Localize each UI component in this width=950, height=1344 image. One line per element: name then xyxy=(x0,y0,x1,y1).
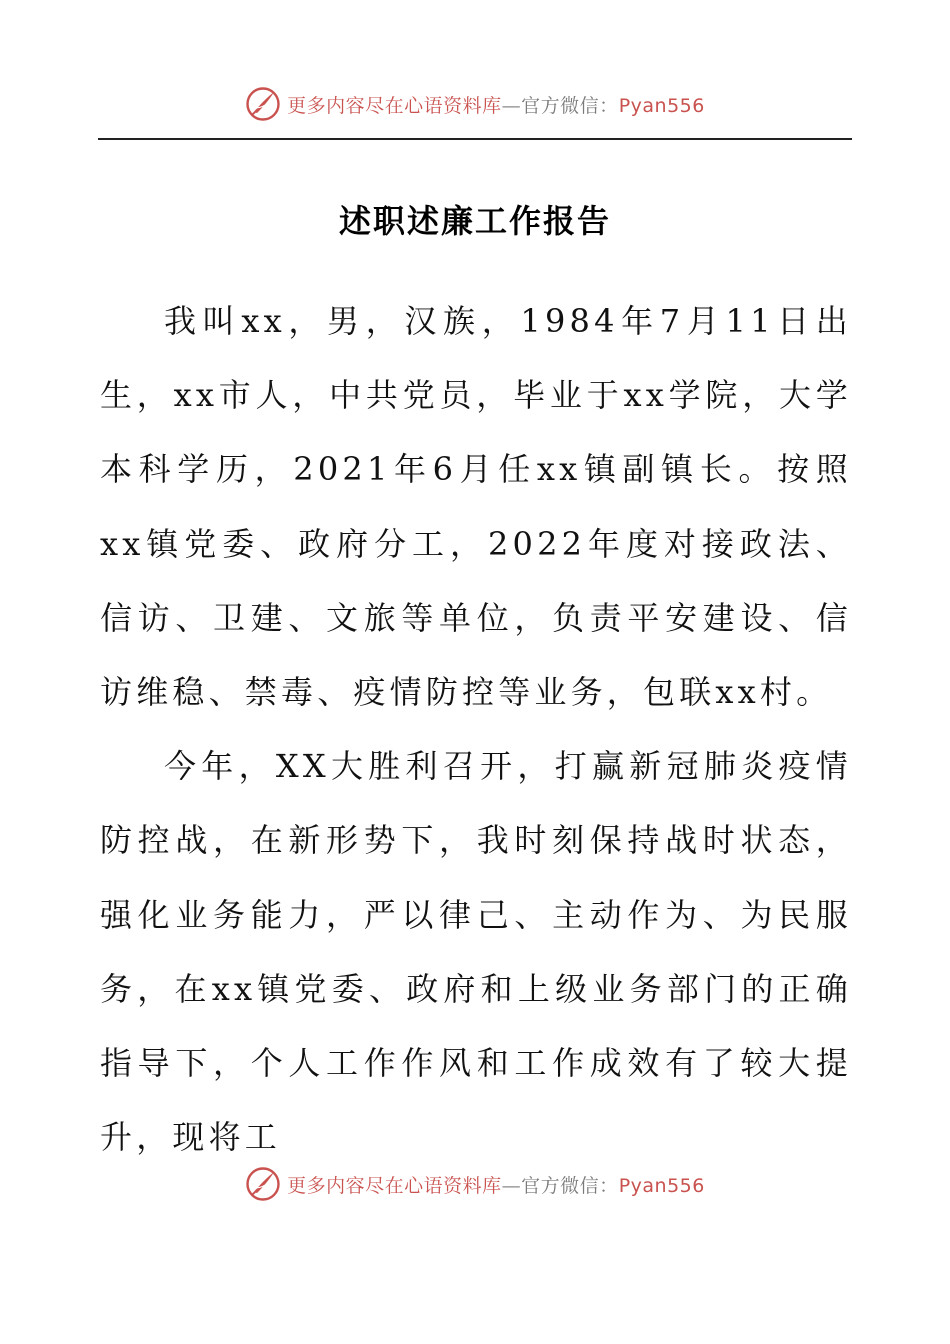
watermark-text: 更多内容尽在心语资料库—官方微信：Pyan556 xyxy=(287,1174,705,1197)
document-title: 述职述廉工作报告 xyxy=(338,202,611,240)
footer-watermark xyxy=(0,1162,950,1206)
header-divider xyxy=(98,138,852,140)
paragraph: 我叫xx，男，汉族，1984年7月11日出生，xx市人，中共党员，毕业于xx学院，大学本科学历，2021年6月任xx镇副镇长。按照xx镇党委、政府分工，2022年度对接政法、信访、卫建、文旅等单位，负责平安建设、信访维稳、禁毒、疫情防控等业务，包联xx村。 xyxy=(100,302,852,712)
quill-logo-icon xyxy=(245,1166,281,1202)
document-body xyxy=(100,284,852,1174)
watermark-text: 更多内容尽在心语资料库—官方微信：Pyan556 xyxy=(287,94,705,117)
header-watermark xyxy=(0,82,950,126)
paragraph: 今年，XX大胜利召开，打赢新冠肺炎疫情防控战，在新形势下，我时刻保持战时状态，强化业务能力，严以律己、主动作为、为民服务，在xx镇党委、政府和上级业务部门的正确指导下，个人工作作风和工作成效有了较大提升，现将工 xyxy=(100,747,852,1157)
quill-logo-icon xyxy=(245,86,281,122)
